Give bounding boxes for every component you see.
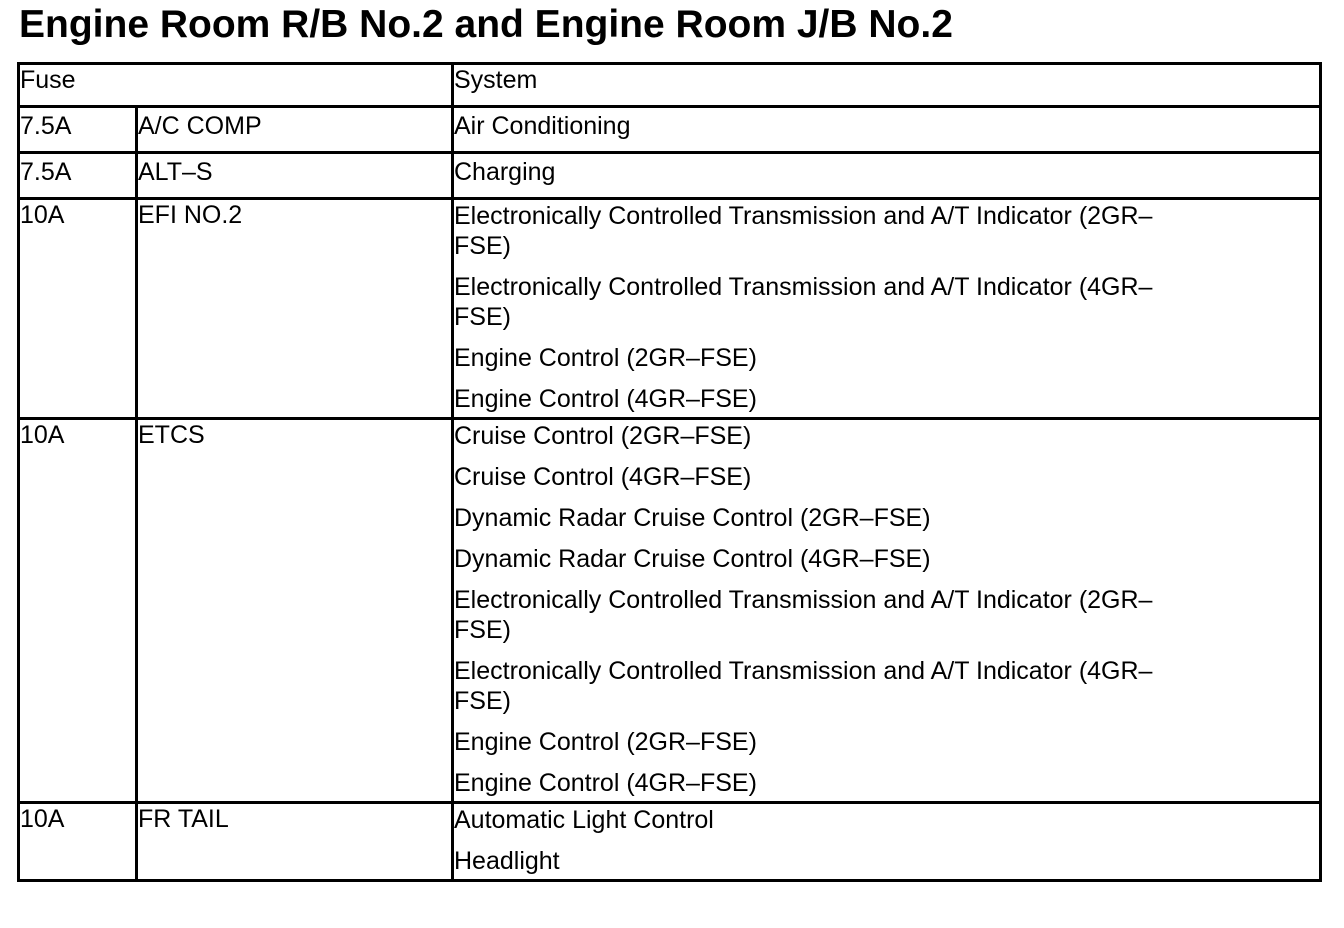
fuse-amperage: 10A [19,803,137,881]
table-row [19,153,1321,199]
system-item: Engine Control (4GR–FSE) [454,385,757,413]
page-title: Engine Room R/B No.2 and Engine Room J/B No.2 [19,3,953,46]
system-item: Cruise Control (2GR–FSE) [454,422,752,450]
system-item: Charging [454,158,556,186]
fuse-amperage: 10A [19,419,137,803]
table-row [19,199,1321,419]
fuse-amperage: 7.5A [19,107,137,153]
system-item: Dynamic Radar Cruise Control (4GR–FSE) [454,545,931,573]
system-item: Electronically Controlled Transmission and A/T Indicator (4GR–FSE) [454,273,1153,331]
system-cell [453,419,1321,803]
system-item: Engine Control (2GR–FSE) [454,728,757,756]
system-cell [453,803,1321,881]
system-item: Electronically Controlled Transmission and A/T Indicator (4GR–FSE) [454,657,1153,715]
system-cell [453,199,1321,419]
fuse-name: ALT–S [137,153,453,199]
system-item: Automatic Light Control [454,806,714,834]
system-item: Air Conditioning [454,112,631,140]
table-row [19,107,1321,153]
table-row [19,803,1321,881]
system-item: Engine Control (4GR–FSE) [454,769,757,797]
fuse-name: EFI NO.2 [137,199,453,419]
system-item: Dynamic Radar Cruise Control (2GR–FSE) [454,504,931,532]
system-item: Electronically Controlled Transmission and A/T Indicator (2GR–FSE) [454,202,1153,260]
table-header-row [19,64,1321,107]
column-header-system: System [453,64,1321,107]
system-item: Cruise Control (4GR–FSE) [454,463,752,491]
system-item: Engine Control (2GR–FSE) [454,344,757,372]
fuse-name: A/C COMP [137,107,453,153]
fuse-name: ETCS [137,419,453,803]
column-header-fuse: Fuse [19,64,453,107]
system-cell [453,153,1321,199]
table-row [19,419,1321,803]
fuse-table [17,62,1322,882]
fuse-amperage: 10A [19,199,137,419]
system-item: Electronically Controlled Transmission and A/T Indicator (2GR–FSE) [454,586,1153,644]
fuse-amperage: 7.5A [19,153,137,199]
system-cell [453,107,1321,153]
system-item: Headlight [454,847,560,875]
fuse-name: FR TAIL [137,803,453,881]
